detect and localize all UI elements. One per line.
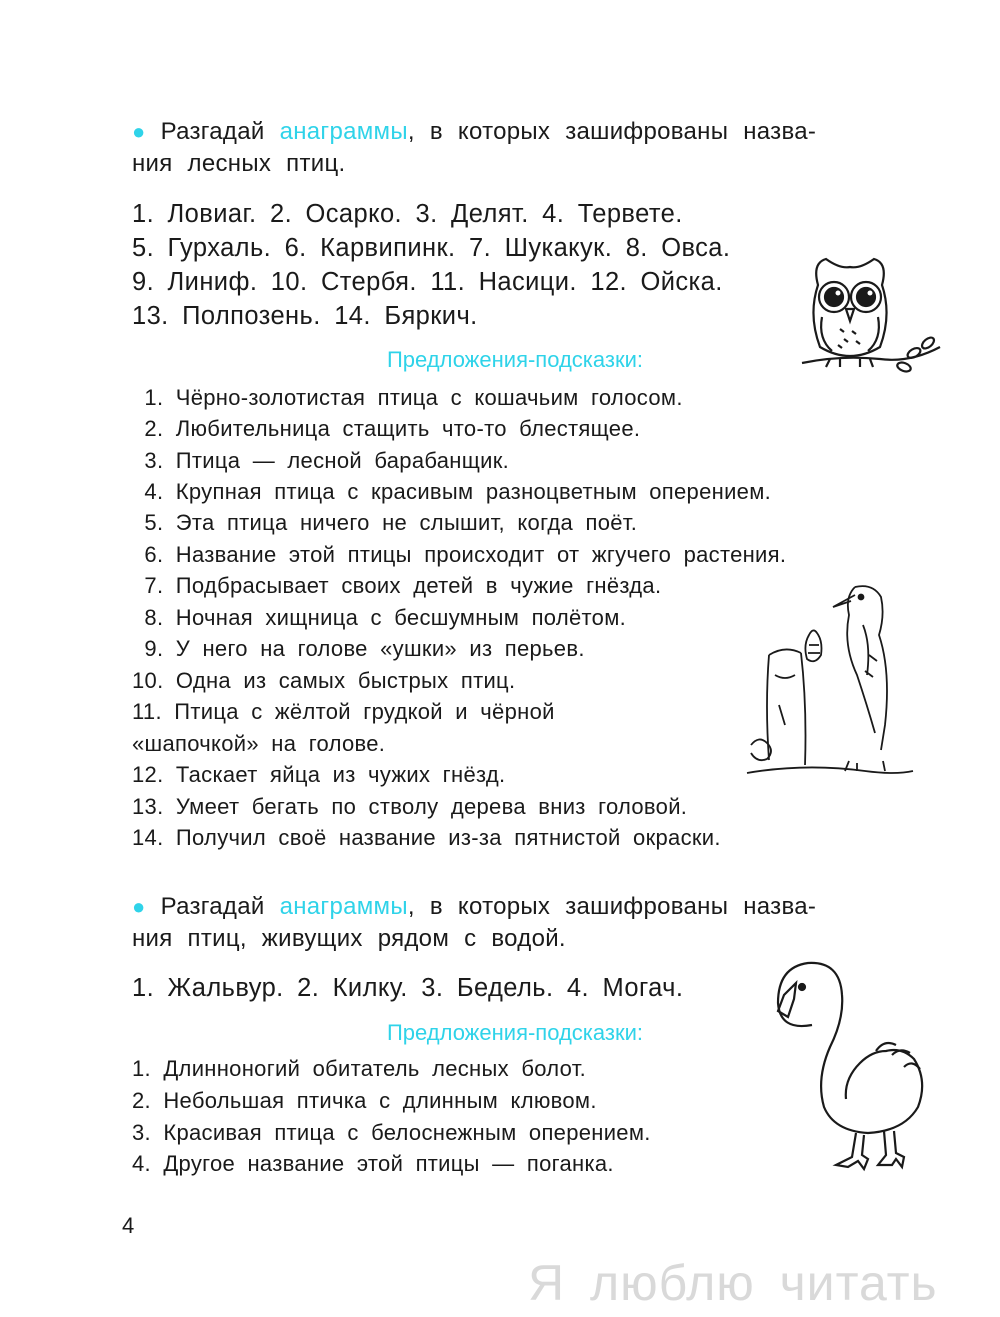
hint-item: 11. Птица с жёлтой грудкой и чёрной	[132, 699, 555, 724]
anagram-term: анаграммы	[279, 118, 408, 145]
watermark: Я люблю читать	[528, 1255, 938, 1311]
hint-item: 7. Подбрасывает своих детей в чужие гнёзда.	[132, 573, 662, 598]
anagram-line: 5. Гурхаль. 6. Карвипинк. 7. Шукакук. 8. Овса.	[132, 234, 731, 262]
woodpecker-illustration	[745, 575, 915, 780]
section2-intro-line2: ния птиц, живущих рядом с водой.	[132, 925, 566, 952]
page-number: 4	[122, 1213, 135, 1238]
hint-item: 13. Умеет бегать по стволу дерева вниз головой.	[132, 794, 688, 819]
hint-item: 12. Таскает яйца из чужих гнёзд.	[132, 762, 506, 787]
hint-item: 14. Получил своё название из-за пятнистой окраски.	[132, 825, 721, 850]
hint-item: 1. Чёрно-золотистая птица с кошачьим голосом.	[132, 385, 683, 410]
section2-intro-line1: ● Разгадай анаграммы, в которых зашифрованы назва-	[132, 893, 817, 920]
anagram-line: 13. Полпозень. 14. Бяркич.	[132, 302, 478, 330]
hint-item: 9. У него на голове «ушки» из перьев.	[132, 636, 585, 661]
section1-intro-line2: ния лесных птиц.	[132, 150, 346, 177]
anagram-line: 1. Жальвур. 2. Килку. 3. Бедель. 4. Могач.	[132, 974, 684, 1002]
hint-item: 3. Птица — лесной барабанщик.	[132, 448, 510, 473]
swan-illustration	[772, 955, 937, 1185]
hints-title: Предложения-подсказки:	[386, 347, 644, 372]
owl-illustration	[800, 255, 950, 380]
hint-item: 2. Небольшая птичка с длинным клювом.	[132, 1088, 597, 1113]
hint-item: 6. Название этой птицы происходит от жгучего растения.	[132, 542, 787, 567]
hint-item: 8. Ночная хищница с бесшумным полётом.	[132, 605, 627, 630]
hint-item: «шапочкой» на голове.	[132, 731, 386, 756]
hint-item: 3. Красивая птица с белоснежным оперением.	[132, 1120, 651, 1145]
bullet-icon: ●	[132, 894, 146, 919]
anagram-line: 9. Линиф. 10. Стербя. 11. Насици. 12. Ойска.	[132, 268, 723, 296]
hint-item: 10. Одна из самых быстрых птиц.	[132, 668, 516, 693]
anagram-term: анаграммы	[279, 893, 408, 920]
hint-item: 4. Крупная птица с красивым разноцветным оперением.	[132, 479, 772, 504]
section1-intro-line1: ● Разгадай анаграммы, в которых зашифрованы назва-	[132, 118, 817, 145]
hint-item: 2. Любительница стащить что-то блестящее.	[132, 416, 641, 441]
bullet-icon: ●	[132, 119, 146, 144]
hint-item: 1. Длинноногий обитатель лесных болот.	[132, 1056, 587, 1081]
hint-item: 5. Эта птица ничего не слышит, когда поёт.	[132, 510, 638, 535]
hints-title: Предложения-подсказки:	[386, 1020, 644, 1045]
hint-item: 4. Другое название этой птицы — поганка.	[132, 1151, 614, 1176]
anagram-line: 1. Ловиаг. 2. Осарко. 3. Делят. 4. Тервете.	[132, 200, 683, 228]
